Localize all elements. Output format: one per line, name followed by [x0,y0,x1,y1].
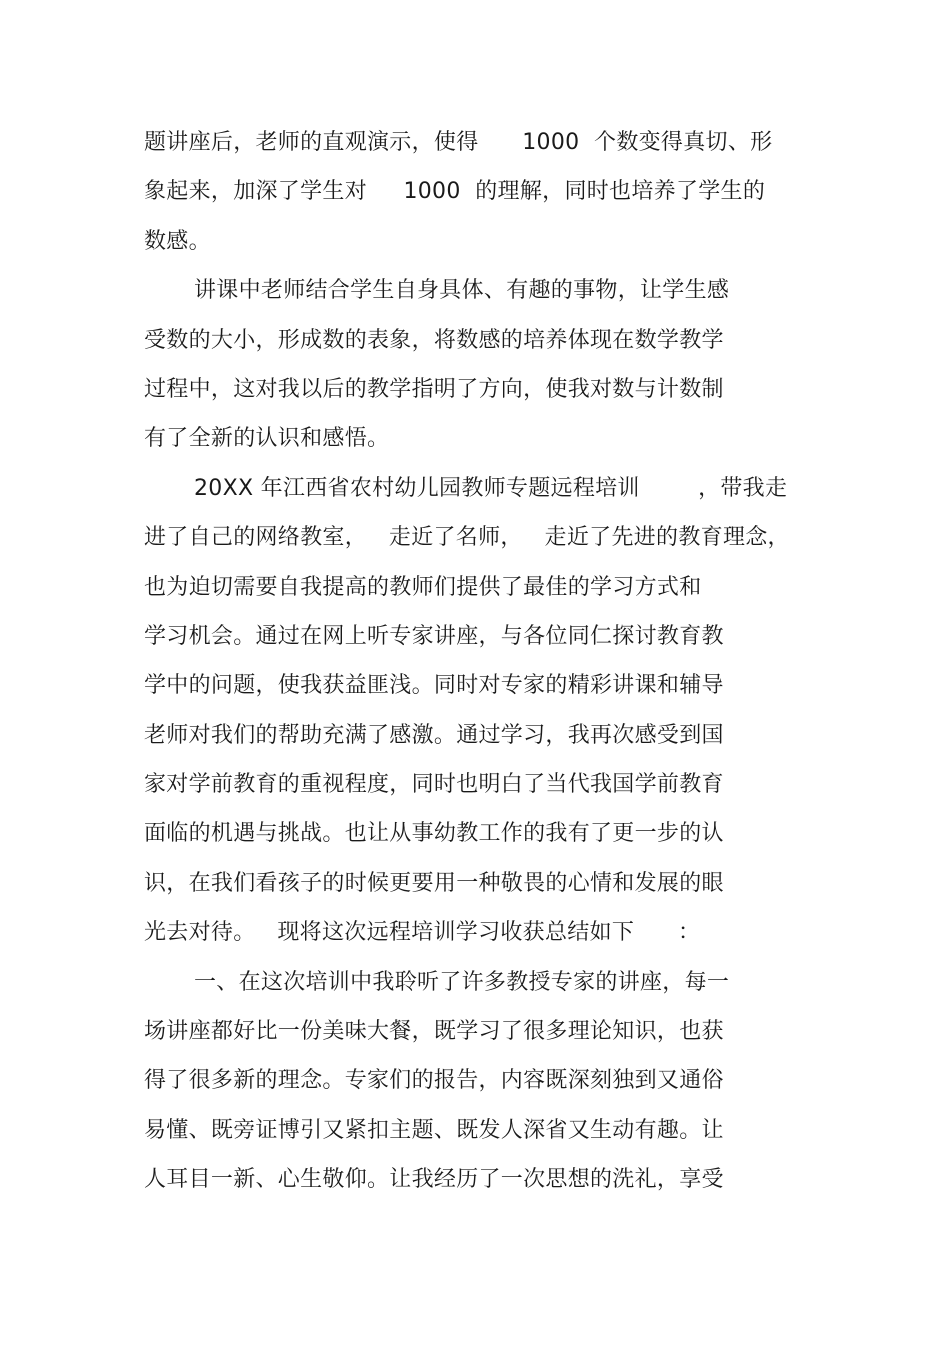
text-line-19: 场讲座都好比一份美味大餐，既学习了很多理论知识，也获 [144,1019,724,1045]
text-line-2: 象起来，加深了学生对 1000 的理解，同时也培养了学生的 [144,179,766,205]
text-line-6: 过程中，这对我以后的教学指明了方向，使我对数与计数制 [144,376,724,402]
text-line-20: 得了很多新的理念。专家们的报告，内容既深刻独到又通俗 [144,1068,724,1094]
text-line-15: 面临的机遇与挑战。也让从事幼教工作的我有了更一步的认 [144,821,724,847]
text-line-17: 光去对待。 现将这次远程培训学习收获总结如下 ： [144,920,701,946]
text-line-3: 数感。 [144,228,211,254]
text-line-7: 有了全新的认识和感悟。 [144,426,390,452]
text-line-1: 题讲座后，老师的直观演示，使得 1000 个数变得真切、形 [144,130,773,155]
text-line-5: 受数的大小，形成数的表象，将数感的培养体现在数学教学 [144,327,724,353]
text-line-4: 讲课中老师结合学生自身具体、有趣的事物，让学生感 [194,278,730,304]
text-line-10: 也为迫切需要自我提高的教师们提供了最佳的学习方式和 [144,574,702,600]
text-line-18: 一、在这次培训中我聆听了许多教授专家的讲座，每一 [194,969,730,995]
text-line-12: 学中的问题，使我获益匪浅。同时对专家的精彩讲课和辅导 [144,673,724,699]
text-line-9: 进了自己的网络教室， 走近了名师， 走近了先进的教育理念， [144,525,790,551]
text-line-22: 人耳目一新、心生敬仰。让我经历了一次思想的洗礼，享受 [144,1167,724,1193]
body-text [144,118,824,1205]
text-line-14: 家对学前教育的重视程度，同时也明白了当代我国学前教育 [144,772,724,798]
text-line-8: 20XX 年江西省农村幼儿园教师专题远程培训 ，带我走 [194,475,788,501]
text-line-21: 易懂、既旁证博引又紧扣主题、既发人深省又生动有趣。让 [144,1117,724,1143]
text-line-11: 学习机会。通过在网上听专家讲座，与各位同仁探讨教育教 [144,623,724,649]
text-line-13: 老师对我们的帮助充满了感激。通过学习，我再次感受到国 [144,722,724,748]
text-line-16: 识，在我们看孩子的时候更要用一种敬畏的心情和发展的眼 [144,870,724,896]
